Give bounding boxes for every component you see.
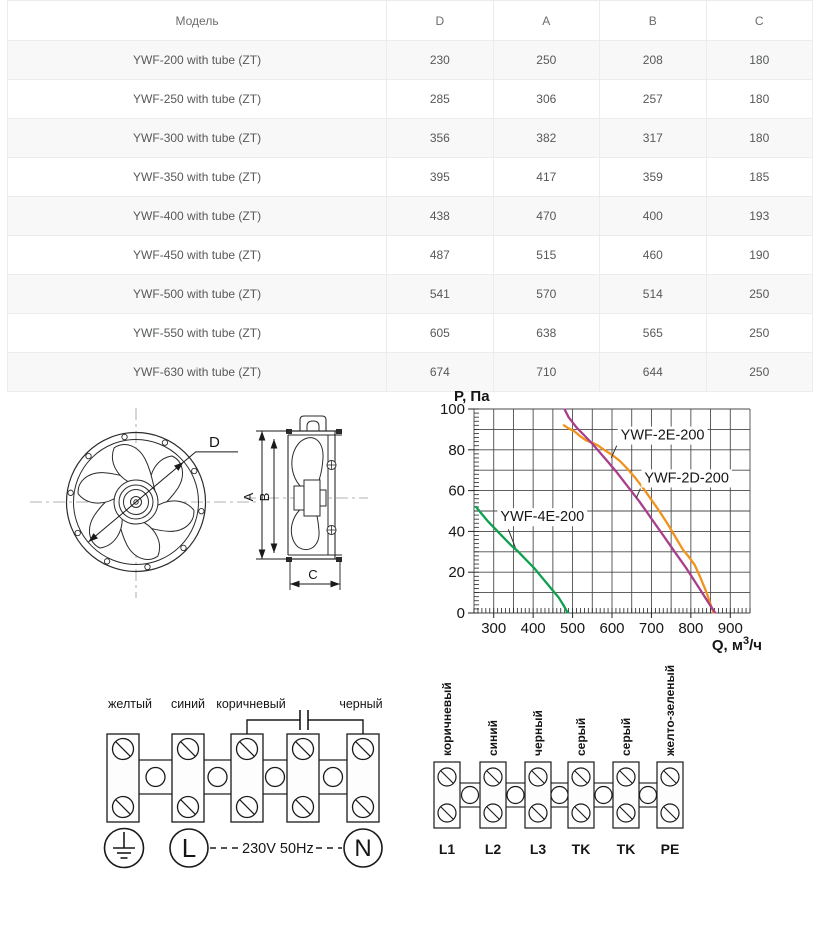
- wire-label: серый: [619, 717, 633, 756]
- model-cell: YWF-200 with tube (ZT): [8, 41, 387, 80]
- table-row: [8, 197, 813, 236]
- dimension-cell: 208: [600, 41, 706, 80]
- wire-label: серый: [574, 717, 588, 756]
- dimension-cell: 487: [387, 236, 493, 275]
- dimension-cell: 190: [706, 236, 812, 275]
- dimension-cell: 180: [706, 119, 812, 158]
- terminal-label: TK: [616, 841, 636, 857]
- series-label: YWF-2E-200: [620, 427, 705, 444]
- x-tick-label: 800: [678, 620, 704, 637]
- ground-icon: [105, 829, 144, 868]
- dimension-cell: 565: [600, 314, 706, 353]
- dimension-cell: 395: [387, 158, 493, 197]
- dimension-cell: 180: [706, 80, 812, 119]
- model-cell: YWF-630 with tube (ZT): [8, 353, 387, 392]
- model-cell: YWF-400 with tube (ZT): [8, 197, 387, 236]
- y-tick-label: 100: [439, 401, 465, 418]
- wire-label: коричневый: [440, 682, 454, 756]
- wire-label: синий: [486, 719, 500, 756]
- dimension-cell: 514: [600, 275, 706, 314]
- neutral-label: N: [354, 835, 372, 862]
- x-tick-label: 500: [560, 620, 586, 637]
- table-row: [8, 158, 813, 197]
- table-row: [8, 236, 813, 275]
- table-header-row: [8, 1, 813, 41]
- dimension-cell: 438: [387, 197, 493, 236]
- dim-label-b: B: [257, 492, 272, 502]
- table-row: [8, 314, 813, 353]
- dimension-cell: 359: [600, 158, 706, 197]
- model-cell: YWF-300 with tube (ZT): [8, 119, 387, 158]
- table-row: [8, 353, 813, 392]
- column-header: C: [706, 1, 812, 41]
- model-cell: YWF-500 with tube (ZT): [8, 275, 387, 314]
- dimension-cell: 317: [600, 119, 706, 158]
- dimension-cell: 285: [387, 80, 493, 119]
- y-axis-title: P, Па: [454, 388, 490, 405]
- dimension-cell: 710: [493, 353, 599, 392]
- voltage-label: 230V 50Hz: [242, 841, 314, 857]
- table-row: [8, 80, 813, 119]
- model-cell: YWF-350 with tube (ZT): [8, 158, 387, 197]
- model-cell: YWF-450 with tube (ZT): [8, 236, 387, 275]
- table-body: [8, 41, 813, 392]
- terminal-label: PE: [660, 841, 680, 857]
- wiring-diagram-single-phase: [85, 692, 405, 877]
- phase-label: L: [181, 833, 197, 863]
- terminal-label: TK: [571, 841, 591, 857]
- dimension-cell: 250: [493, 41, 599, 80]
- dim-label-a: A: [241, 492, 256, 502]
- x-tick-label: 700: [638, 620, 664, 637]
- dimension-cell: 356: [387, 119, 493, 158]
- terminal-label: L2: [484, 841, 502, 857]
- x-tick-label: 400: [520, 620, 546, 637]
- dimension-cell: 674: [387, 353, 493, 392]
- y-tick-label: 40: [448, 523, 465, 541]
- dimension-cell: 570: [493, 275, 599, 314]
- wire-label: синий: [170, 697, 206, 711]
- table-row: [8, 119, 813, 158]
- dim-label-c: C: [308, 567, 318, 582]
- dimension-cell: 541: [387, 275, 493, 314]
- terminal-label: L3: [529, 841, 547, 857]
- dim-label-d: D: [209, 434, 220, 451]
- wire-label: коричневый: [216, 697, 286, 711]
- model-cell: YWF-550 with tube (ZT): [8, 314, 387, 353]
- dimension-cell: 250: [706, 314, 812, 353]
- y-tick-label: 20: [448, 564, 465, 582]
- dimension-cell: 193: [706, 197, 812, 236]
- series-label: YWF-2D-200: [644, 470, 729, 487]
- dimension-cell: 382: [493, 119, 599, 158]
- x-tick-label: 900: [717, 620, 743, 637]
- model-cell: YWF-250 with tube (ZT): [8, 80, 387, 119]
- column-header: D: [387, 1, 493, 41]
- x-axis-title: Q, $м^3/ч$: [711, 635, 762, 654]
- wire-label: желтый: [108, 697, 152, 711]
- dimension-cell: 644: [600, 353, 706, 392]
- y-tick-label: 60: [448, 482, 465, 500]
- x-tick-label: 600: [599, 620, 625, 637]
- series-label: YWF-4E-200: [500, 509, 585, 526]
- dimensions-table: [7, 0, 813, 392]
- dimension-cell: 257: [600, 80, 706, 119]
- wire-label: желто-зеленый: [663, 664, 677, 756]
- dimension-cell: 460: [600, 236, 706, 275]
- wiring-diagram-three-phase: [428, 666, 693, 866]
- wire-label: черный: [339, 697, 383, 711]
- dimension-cell: 605: [387, 314, 493, 353]
- dimension-cell: 230: [387, 41, 493, 80]
- dimension-cell: 470: [493, 197, 599, 236]
- dimension-cell: 515: [493, 236, 599, 275]
- y-tick-label: 80: [448, 441, 465, 459]
- column-header: A: [493, 1, 599, 41]
- fan-front-view-drawing: [30, 398, 260, 610]
- column-header: B: [600, 1, 706, 41]
- table-row: [8, 275, 813, 314]
- performance-chart: [430, 388, 820, 665]
- x-tick-label: 300: [481, 620, 507, 637]
- dimension-cell: 250: [706, 353, 812, 392]
- dimension-cell: 638: [493, 314, 599, 353]
- fan-side-view-drawing: [238, 396, 373, 601]
- dimension-cell: 306: [493, 80, 599, 119]
- column-header: Модель: [8, 1, 387, 41]
- dimension-cell: 250: [706, 275, 812, 314]
- terminal-label: L1: [438, 841, 456, 857]
- dimension-cell: 185: [706, 158, 812, 197]
- table-row: [8, 41, 813, 80]
- dimension-cell: 417: [493, 158, 599, 197]
- dimension-cell: 180: [706, 41, 812, 80]
- dimension-cell: 400: [600, 197, 706, 236]
- y-tick-label: 0: [456, 605, 465, 622]
- wire-label: черный: [531, 710, 545, 756]
